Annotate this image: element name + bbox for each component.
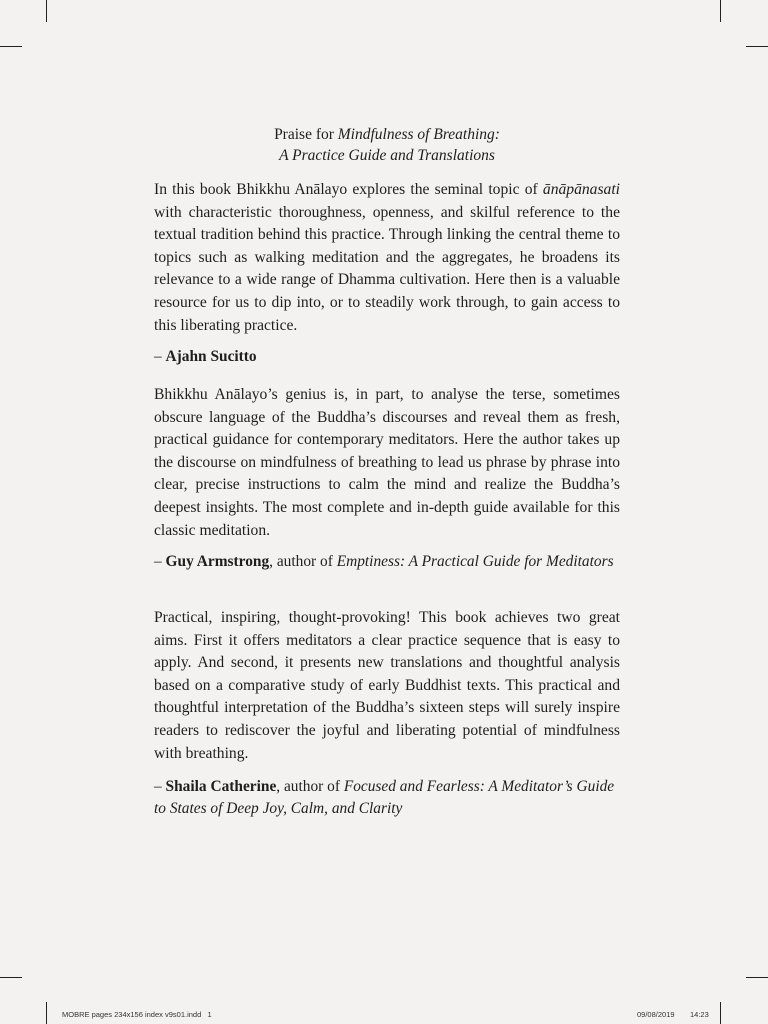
term-anapanasati: ānāpānasati [542,181,620,198]
page-title [154,124,620,166]
reviewer-name-1: Ajahn Sucitto [165,348,257,365]
slug-time: 14:23 [690,1010,709,1019]
crop-mark-right-top [746,46,768,47]
crop-mark-bottom-right [720,1002,721,1024]
reviewer-work-3: Focused and Fearless: A Meditator’s Guide to States of Deep Joy, Calm, and Clarity [154,778,615,817]
crop-mark-bottom-left [46,1002,47,1024]
crop-mark-left-top [0,46,22,47]
title-prefix: Praise for [274,126,338,143]
review-attribution-2: – Guy Armstrong, author of Emptiness: A Practical Guide for Meditators [154,553,614,570]
slug-date: 09/08/2019 [637,1010,675,1019]
crop-mark-right-bottom [746,977,768,978]
book-title-line2: A Practice Guide and Translations [279,147,495,164]
review-text-2: Bhikkhu Anālayo’s genius is, in part, to analyse the terse, sometimes obscure language of the Buddha’s discourses and reveal them as fresh, practical guidance for contemporary meditators. Here the author takes up the discourse on mindfulness of breathing to lead us phrase by phrase into clear, precise instructions to calm the mind and realize the Buddha’s deepest insights. The most complete and in-depth guide available for this classic meditation. [154,386,620,539]
review-text-1: In this book Bhikkhu Anālayo explores the seminal topic of ānāpānasati with characteristic thoroughness, openness, and skilful reference to the textual tradition behind this practice. Through linking the central theme to topics such as walking meditation and the aggregates, he broadens its relevance to a wide range of Dhamma cultivation. Here then is a valuable resource for us to dip into, or to steadily work through, to gain access to this liberating practice. [154,181,620,334]
reviewer-name-2: Guy Armstrong [165,553,270,570]
review-text-3: Practical, inspiring, thought-provoking! This book achieves two great aims. First it offers meditators a clear practice sequence that is easy to apply. And second, it presents new translations and thoughtful analysis based on a comparative study of early Buddhist texts. This practical and thoughtful interpretation of the Buddha’s sixteen steps will surely inspire readers to rediscover the joyful and liberating potential of mindfulness with breathing. [154,609,620,762]
reviewer-work-2: Emptiness: A Practical Guide for Meditators [336,553,614,570]
crop-mark-left-bottom [0,977,22,978]
reviewer-name-3: Shaila Catherine [165,778,277,795]
crop-mark-top-left [46,0,47,22]
review-attribution-3: – Shaila Catherine, author of Focused and Fearless: A Meditator’s Guide to States of Deep Joy, Calm, and Clarity [154,778,615,817]
book-title-line1: Mindfulness of Breathing: [337,126,500,143]
review-attribution-1: – Ajahn Sucitto [154,348,257,365]
slug-file-info: MOBRE pages 234x156 index v9s01.indd 1 [62,1010,212,1019]
crop-mark-top-right [720,0,721,22]
